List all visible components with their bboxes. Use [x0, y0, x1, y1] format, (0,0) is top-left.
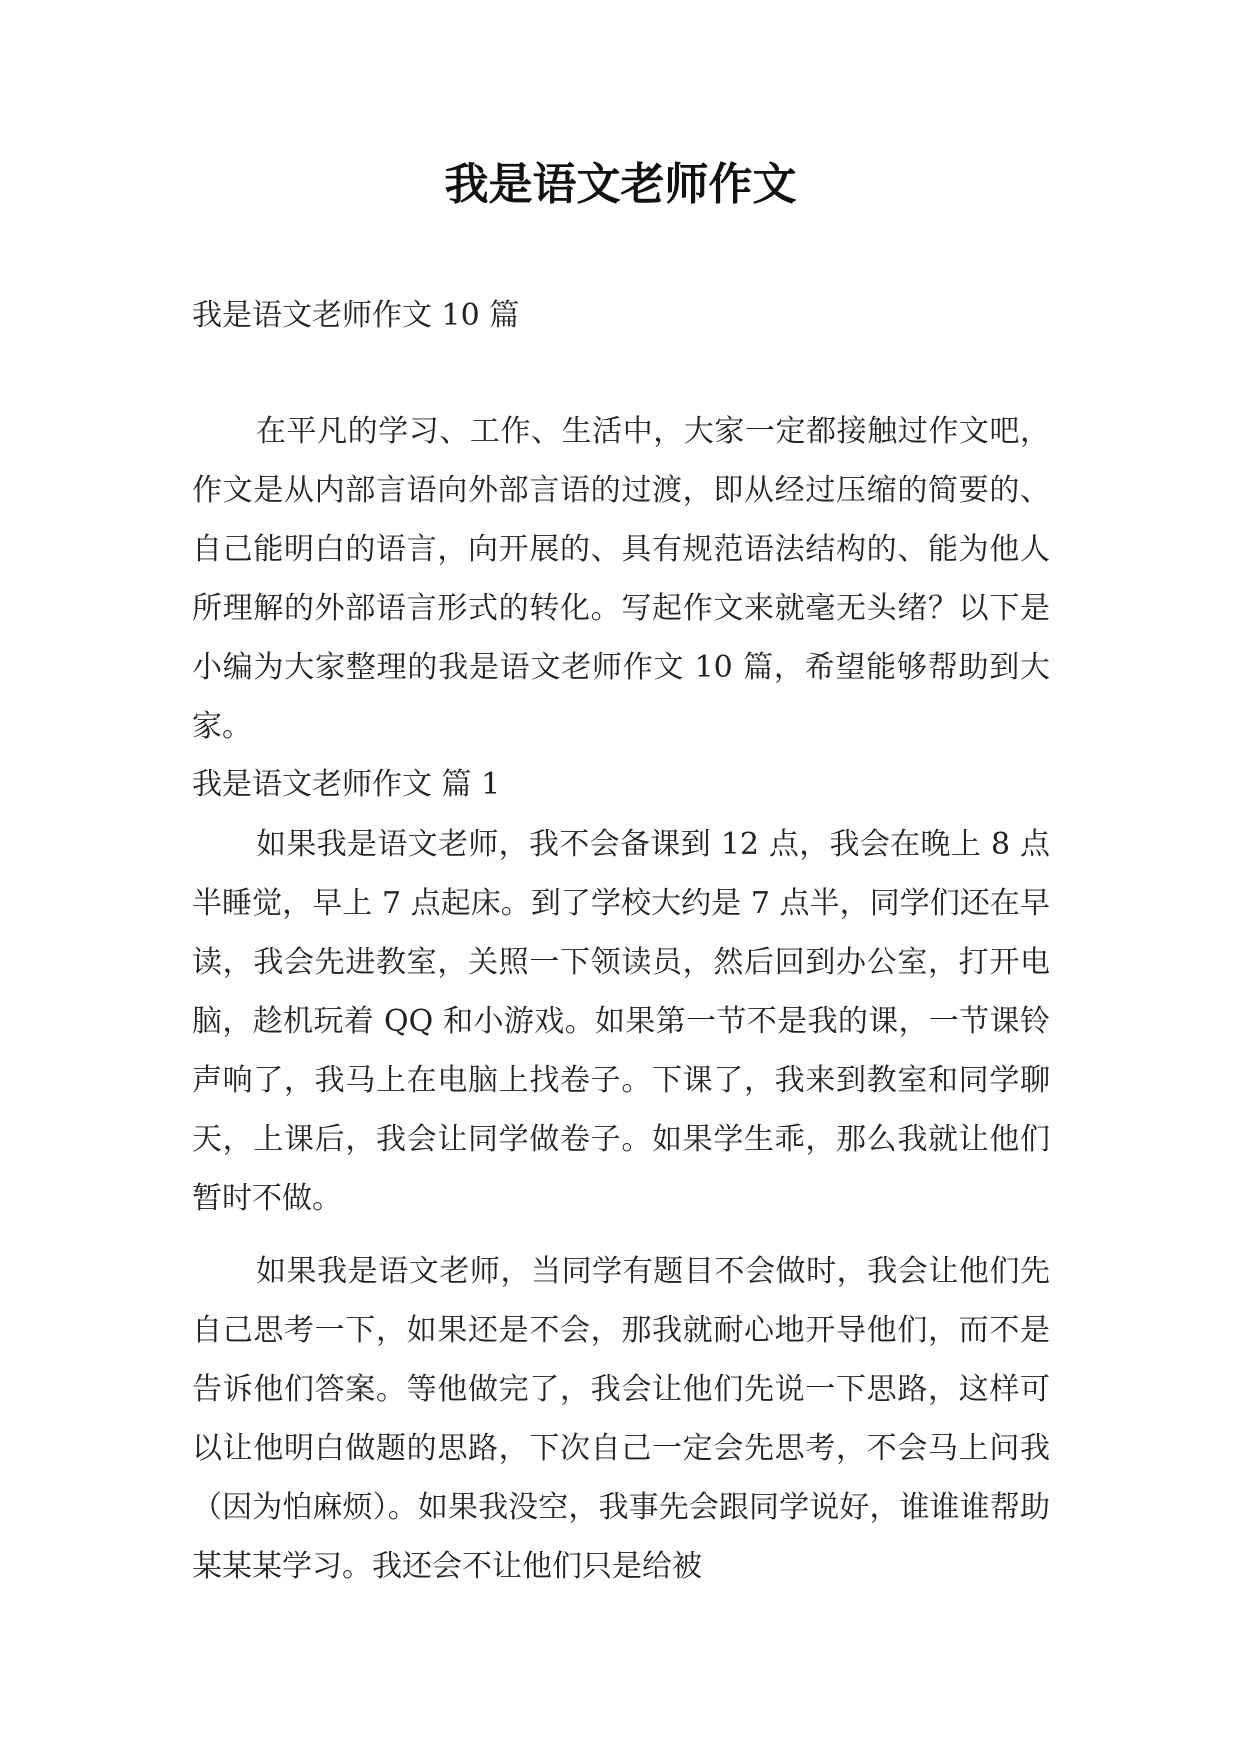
intro-paragraph [192, 402, 1050, 756]
intro-text: 在平凡的学习、工作、生活中，大家一定都接触过作文吧，作文是从内部言语向外部言语的过渡，即从经过压缩的简要的、自己能明白的语言，向开展的、具有规范语法结构的、能为他人所理解的外部语言形式的转化。写起作文来就毫无头绪？以下是小编为大家整理的我是语文老师作文 10 篇，希望能够帮助到大家。 [192, 414, 1050, 744]
section-heading: 我是语文老师作文 篇 1 [192, 767, 501, 802]
document-title: 我是语文老师作文 [444, 159, 797, 210]
paragraph: 如果我是语文老师，当同学有题目不会做时，我会让他们先自己思考一下，如果还是不会，那我就耐心地开导他们，而不是告诉他们答案。等他做完了，我会让他们先说一下思路，这样可以让他明白做题的思路，下次自己一定会先思考，不会马上问我（因为怕麻烦）。如果我没空，我事先会跟同学说好，谁谁谁帮助某某某学习。我还会不让他们只是给被 [192, 1254, 1050, 1584]
document-subtitle: 我是语文老师作文 10 篇 [192, 298, 520, 333]
section-body [192, 815, 1050, 1596]
paragraph: 如果我是语文老师，我不会备课到 12 点，我会在晚上 8 点半睡觉，早上 7 点起床。到了学校大约是 7 点半，同学们还在早读，我会先进教室，关照一下领读员，然后回到办公室，打开电脑，趁机玩着 QQ 和小游戏。如果第一节不是我的课，一节课铃声响了，我马上在电脑上找卷子。下课了，我来到教室和同学聊天，上课后，我会让同学做卷子。如果学生乖，那么我就让他们暂时不做。 [192, 827, 1050, 1216]
